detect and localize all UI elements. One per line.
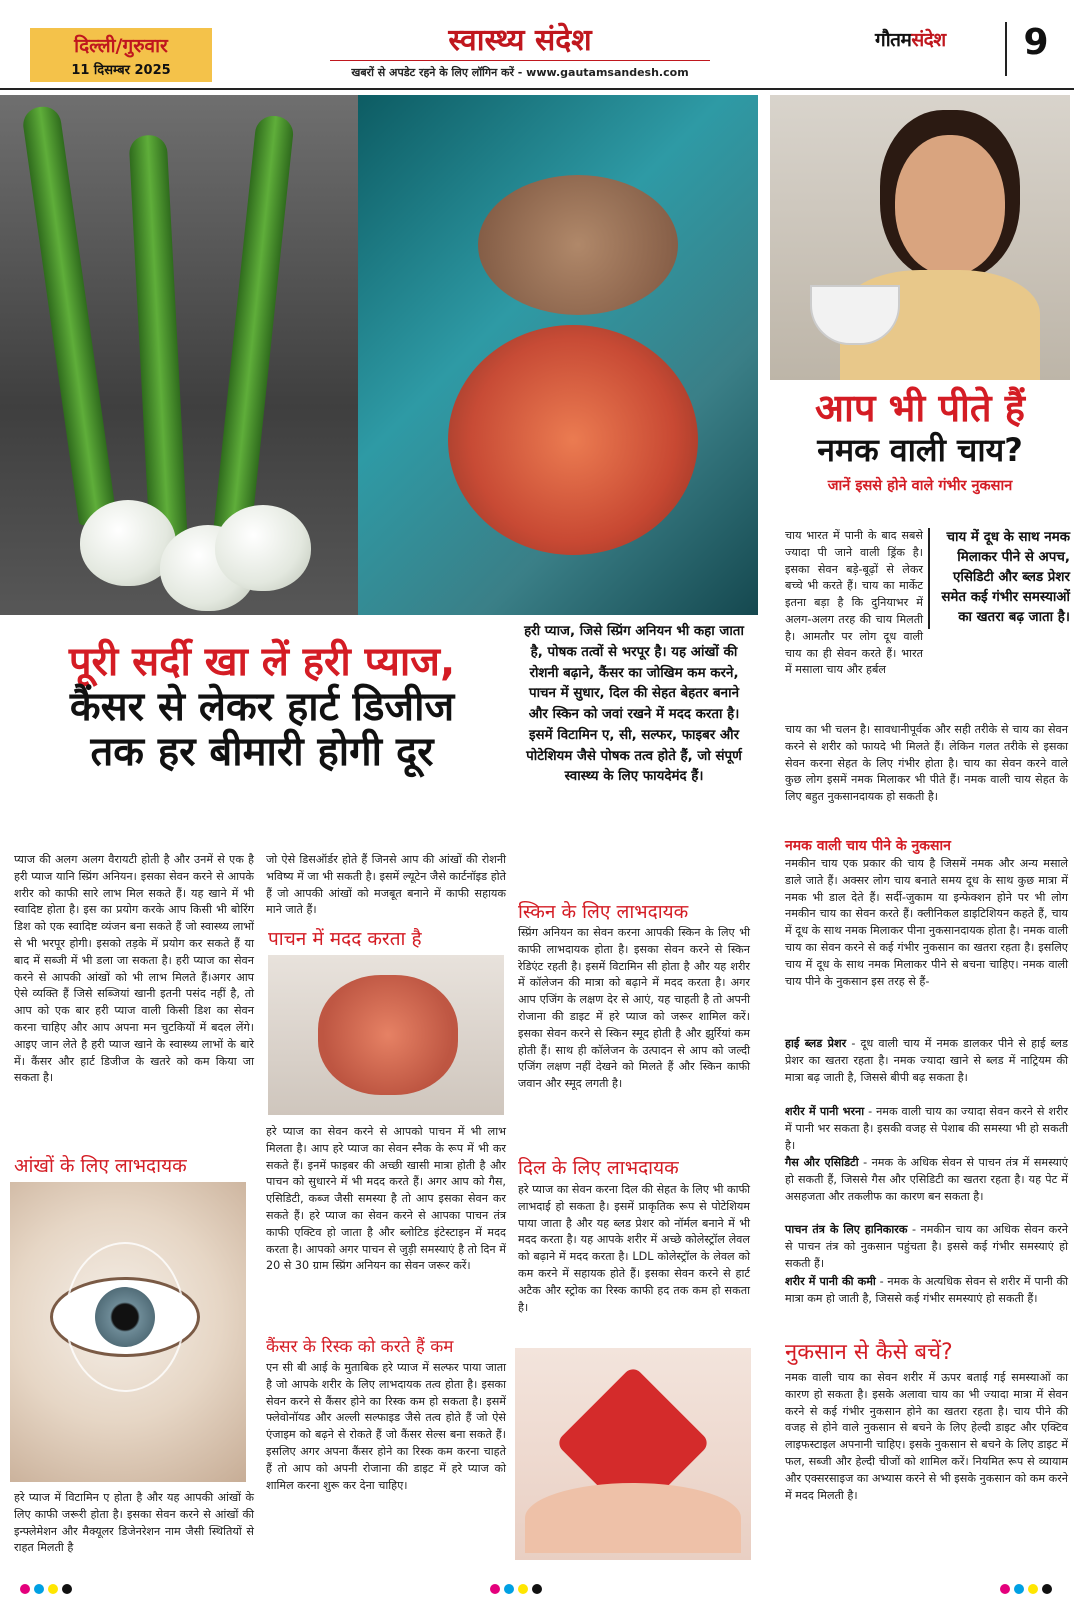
cyan-dot <box>504 1584 514 1594</box>
dehyd-text: - नमक के अत्यधिक सेवन से शरीर में पानी की मात्रा कम हो जाती है, जिससे कई गंभीर समस्याएं हो सकती हैं। <box>785 1275 1068 1305</box>
tagline-link[interactable]: खबरों से अपडेट रहने के लिए लॉगिन करें - www.gautamsandesh.com <box>330 60 710 80</box>
heart-heading: दिल के लिए लाभदायक <box>518 1157 679 1179</box>
cyan-dot <box>1014 1584 1024 1594</box>
magenta-dot <box>20 1584 30 1594</box>
headline-line-2: कैंसर से लेकर हार्ट डिजीज <box>69 683 455 730</box>
masthead <box>0 0 1074 90</box>
cancer-heading: कैंसर के रिस्क को करते हैं कम <box>266 1337 454 1357</box>
skin-text: स्प्रिंग अनियन का सेवन करना आपकी स्किन के लिए भी काफी लाभदायक होता है। इसका सेवन करने से स्किन रेडिएंट रहती है। इसमें विटामिन सी होता है और यह शरीर में कॉलेजन की मात्रा को बढ़ाने में मदद करता है। अगर आप एजिंग के लक्षण देर से आएं, यह चाहती है तो अपनी रोजाना की डाइट में हरे प्याज को जरूर शामिल करें। इसका सेवन करने से स्किन स्मूद होती है और झुर्रियां कम होती हैं। साथ ही कॉलेजन के उत्पादन से आप को जल्दी एजिंग लक्षण नहीं देखने को मिलते हैं और स्किन काफी जवान और स्मूद लगती है। <box>518 926 750 1091</box>
digest-text: - नमकीन चाय का अधिक सेवन करने से पाचन तंत्र को नुकसान पहुंचता है। इससे कई गंभीर समस्याएं हो सकती हैं। <box>785 1223 1069 1270</box>
stomach-pain-photo <box>268 955 504 1115</box>
black-dot <box>62 1584 72 1594</box>
digestion-text: हरे प्याज का सेवन करने से आपको पाचन में भी लाभ मिलता है। आप हरे प्याज का सेवन स्नैक के रूप में भी कर सकते हैं। इनमें फाइबर की अच्छी खासी मात्रा होती है और पाचन को सुधारने में भी मदद करते हैं। अगर आप को गैस, एसिडिटी, कब्ज जैसी समस्या है तो आप इसका सेवन कर सकते हैं। हरे प्याज का सेवन करने से आपका पाचन तंत्र काफी एक्टिव हो जाता है और ब्लोटिड इंटेस्टाइन में मदद करता है। आपको अगर पाचन से जुड़ी समस्याएं है तो दिन में 20 से 30 ग्राम स्प्रिंग अनियन का सेवन जरूर करें। <box>266 1125 506 1273</box>
face-shape <box>895 135 1005 275</box>
onion-intro: हरी प्याज, जिसे स्प्रिंग अनियन भी कहा जाता है, पोषक तत्वों से भरपूर है। यह आंखों की रोशनी बढ़ाने, कैंसर का जोखिम कम करने, पाचन में सुधार, दिल की सेहत बेहतर बनाने और स्किन को जवां रखने में मदद करता है। इसमें विटामिन ए, सी, सल्फर, फाइबर और पोटेशियम जैसे पोषक तत्व होते हैं, जो संपूर्ण स्वास्थ्य के लिए फायदेमंद हैं। <box>524 624 744 785</box>
headline-line-1: पूरी सर्दी खा लें हरी प्याज, <box>68 639 456 685</box>
tea-pull-quote: चाय में दूध के साथ नमक मिलाकर पीने से अपच, एसिडिटी और ब्लड प्रेशर समेत कई गंभीर समस्याओं का खतरा बढ़ जाता है। <box>928 528 1070 629</box>
bp-text: - दूध वाली चाय में नमक डालकर पीने से हाई ब्लड प्रेशर का खतरा रहता है। नमक ज्यादा खाने से ब्लड में नाट्रियम की मात्रा बढ़ जाती है, जिससे बीपी बढ़ सकता है। <box>785 1037 1068 1084</box>
tea-lead-wide: चाय का भी चलन है। सावधानीपूर्वक और सही तरीके से चाय का सेवन करने से शरीर को फायदे भी मिलते हैं। लेकिन गलत तरीके से इसका सेवन करना सेहत के लिए गंभीर होता है। चाय का सेवन करने वाले कुछ लोग इसमें नमक मिलाकर भी पीते हैं। नमक वाली चाय सेहत के लिए बहुत नुकसानदायक हो सकती है। <box>785 723 1068 804</box>
onion-headline <box>12 640 512 774</box>
heart-hands-photo <box>515 1348 751 1560</box>
eye-scan-ring <box>65 1242 185 1392</box>
bp-label: हाई ब्लड प्रेशर <box>785 1037 847 1050</box>
tea-headline <box>770 388 1070 495</box>
heart-text: हरे प्याज का सेवन करना दिल की सेहत के लिए भी काफी लाभदाई हो सकता है। इसमें प्राकृतिक रूप से पोटेशियम पाया जाता है और यह ब्लड प्रेशर को नॉर्मल बनाने में भी मदद करता है। यह आपके शरीर में अच्छे कोलेस्ट्रॉल लेवल को बढ़ाने में मदद करता है। LDL कोलेस्ट्रॉल के लेवल को कम करने में सहायक होते हैं। इसका सेवन करने से हार्ट अटैक और स्ट्रोक का रिस्क काफी हद तक कम हो सकता है। <box>518 1183 750 1314</box>
woman-tea-photo <box>770 95 1070 380</box>
tea-avoid-heading: नुकसान से कैसे बचें? <box>785 1340 953 1365</box>
headline-line-3: तक हर बीमारी होगी दूर <box>90 728 434 775</box>
tea-water-item <box>785 1104 1068 1154</box>
tea-avoid-text: नमक वाली चाय का सेवन शरीर में ऊपर बताई गई समस्याओं का कारण हो सकता है। इसके अलावा चाय का भी ज्यादा मात्रा में सेवन करने से कई गंभीर नुकसान होने का खतरा रहता है। चाय पीने की वजह से होने वाले नुकसान से बचने के लिए हेल्दी डाइट और एक्टिव लाइफस्टाइल अपनानी चाहिए। इसके नुकसान से बचने के लिए डाइट में फल, सब्जी और हेल्दी चीजों को शामिल करें। नियमित रूप से व्यायाम और एक्सरसाइज का अभ्यास करने से भी इसके नुकसान को कम करने में मदद मिलती है। <box>785 1371 1068 1502</box>
dehyd-label: शरीर में पानी की कमी <box>785 1275 876 1288</box>
logo-part-b: संदेश <box>911 29 946 51</box>
eye-photo <box>10 1182 246 1482</box>
magenta-dot <box>1000 1584 1010 1594</box>
eyes-heading: आंखों के लिए लाभदायक <box>14 1155 187 1177</box>
water-label: शरीर में पानी भरना <box>785 1105 865 1118</box>
onion-col1-text: प्याज की अलग अलग वैरायटी होती है और उनमें से एक है हरी प्याज यानि स्प्रिंग अनियन। इसका सेवन करने से आपके शरीर को काफी सारे लाभ मिल सकते हैं। यह खाने में भी स्वादिष्ट होता है। इस का प्रयोग करके आप किसी भी बोरिंग डिश को एक स्वादिष्ट व्यंजन बना सकते हैं जो स्वास्थ्य लाभों से भी भरपूर होगी। इसको तड़के में प्रयोग कर सकते हैं या बाद में सब्जी में भी डला जा सकता है। हरी प्याज का सेवन करने से आपकी आंखों को भी लाभ मिलते हैं।अगर आप ऐसे व्यक्ति हैं जिसे सब्जियां खानी इतनी पसंद नहीं है, तो आप को एक बार हरी प्याज वाली किसी डिश का सेवन करना चाहिए और आप अपना मन चुटकियों में बदल लेंगे। आइए जान लेते है हरी प्याज खाने के स्वास्थ्य लाभों के बारे में। कैंसर और हार्ट डिजीज के खतरे को कम किया जा सकता है। <box>14 853 254 1085</box>
issue-date: 11 दिसम्बर 2025 <box>71 63 171 78</box>
yellow-dot <box>1028 1584 1038 1594</box>
onion-bulb <box>215 505 311 591</box>
skin-heading: स्किन के लिए लाभदायक <box>518 901 689 923</box>
print-registration-strip <box>0 1578 1074 1600</box>
spring-onion-photo <box>0 95 360 615</box>
black-dot <box>1042 1584 1052 1594</box>
tea-gas-item <box>785 1155 1068 1205</box>
onion-stalk <box>21 104 117 525</box>
tea-digest-item <box>785 1222 1068 1272</box>
gas-label: गैस और एसिडिटी <box>785 1156 859 1169</box>
eyes-text: हरे प्याज में विटामिन ए होता है और यह आपकी आंखों के लिए काफी जरूरी होता है। इसका सेवन करने से आंखों की इन्फ्लेमेशन और मैक्यूलर डिजेनरेशन नाम जैसी स्थितियों से राहत मिलती है <box>14 1491 254 1555</box>
logo-part-a: गौतम <box>875 29 912 51</box>
digestion-heading: पाचन में मदद करता है <box>268 928 422 950</box>
onion-stalk <box>213 114 295 536</box>
tea-lead-narrow: चाय भारत में पानी के बाद सबसे ज्यादा पी जाने वाली ड्रिंक है। इसका सेवन बड़े-बूढ़ों से लेकर बच्चे भी करते हैं। चाय का मार्केट इतना बड़ा है कि दुनियाभर में अलग-अलग तरह की चाय मिलती है। आमतौर पर लोग दूध वाली चाय का ही सेवन करते हैं। भारत में मसाला चाय और हर्बल <box>785 529 923 677</box>
tea-harm-intro: नमकीन चाय एक प्रकार की चाय है जिसमें नमक और अन्य मसाले डाले जाते हैं। अक्सर लोग चाय बनाते समय दूध के साथ कुछ मात्रा में नमक भी डाल देते हैं। सर्दी-जुकाम या इन्फेक्शन होने पर भी लोग नमकीन चाय का सेवन करते हैं। क्लीनिकल डाइटिशियन कहते हैं, चाय में दूध के साथ नमक मिलाकर पीना नुकसानदायक होता है। नमक वाली चाय का सेवन करने से कई गंभीर नुकसान का खतरा रहता है। इसलिए चाय में दूध के साथ नमक मिलाकर पीने से बचना चाहिए। नमक वाली चाय पीने के नुकसान इस तरह से हैं- <box>785 857 1068 988</box>
tea-subtitle: जानें इससे होने वाले गंभीर नुकसान <box>827 478 1013 495</box>
intestines-shape <box>448 325 698 555</box>
hands-shape <box>525 1483 741 1553</box>
cancer-text: एन सी बी आई के मुताबिक हरे प्याज में सल्फर पाया जाता है जो आपके शरीर के लिए लाभदायक तत्व होता है। इसका सेवन करने से कैंसर होने का रिस्क कम हो सकता है। इसमें फ्लेवोनॉयड और अल्ली सल्फाइड जैसे तत्व होते हैं जो ऐसे एंजाइम को बढ़ने से रोकते हैं जो कैंसर सेल्स बना सकते हैं। इसलिए अगर अपना कैंसर होने का रिस्क कम करना चाहते हैं तो आप को अपनी रोजाना की डाइट में हरे प्याज को शामिल करना शुरू कर देना चाहिए। <box>266 1361 506 1492</box>
city-day: दिल्ली/गुरुवार <box>74 35 168 57</box>
tea-bp-item <box>785 1036 1068 1086</box>
gas-text: - नमक के अधिक सेवन से पाचन तंत्र में समस्याएं हो सकती हैं, जिससे गैस और एसिडिटी का खतरा रहता है। यह पेट में असहजता और तकलीफ का कारण बन सकता है। <box>785 1156 1068 1203</box>
stomach-shape <box>478 175 678 315</box>
date-box <box>30 28 212 82</box>
intestines-shape <box>318 975 458 1095</box>
magenta-dot <box>490 1584 500 1594</box>
black-dot <box>532 1584 542 1594</box>
digestive-system-photo <box>358 95 758 615</box>
yellow-dot <box>48 1584 58 1594</box>
digest-label: पाचन तंत्र के लिए हानिकारक <box>785 1223 908 1236</box>
yellow-dot <box>518 1584 528 1594</box>
section-title: स्वास्थ्य संदेश <box>448 23 592 58</box>
newspaper-logo <box>875 26 1000 52</box>
water-text: - नमक वाली चाय का ज्यादा सेवन करने से शरीर में पानी भर सकता है। इसकी वजह से पेशाब की समस्या भी हो सकती है। <box>785 1105 1069 1152</box>
cyan-dot <box>34 1584 44 1594</box>
tea-title-2: नमक वाली चाय? <box>817 430 1023 469</box>
page-number: 9 <box>1005 22 1065 76</box>
tea-harm-heading: नमक वाली चाय पीने के नुकसान <box>785 838 951 854</box>
tea-dehyd-item <box>785 1274 1068 1308</box>
tea-title-1: आप भी पीते हैं <box>815 386 1025 430</box>
onion-col2-top: जो ऐसे डिसऑर्डर होते हैं जिनसे आप की आंखों की रोशनी भविष्य में जा भी सकती है। इसमें ल्यूटेन जैसे कार्टनॉइड होते हैं जो आपकी आंखों को मजबूत बनाने में काफी सहायक माने जाते हैं। <box>266 853 506 917</box>
